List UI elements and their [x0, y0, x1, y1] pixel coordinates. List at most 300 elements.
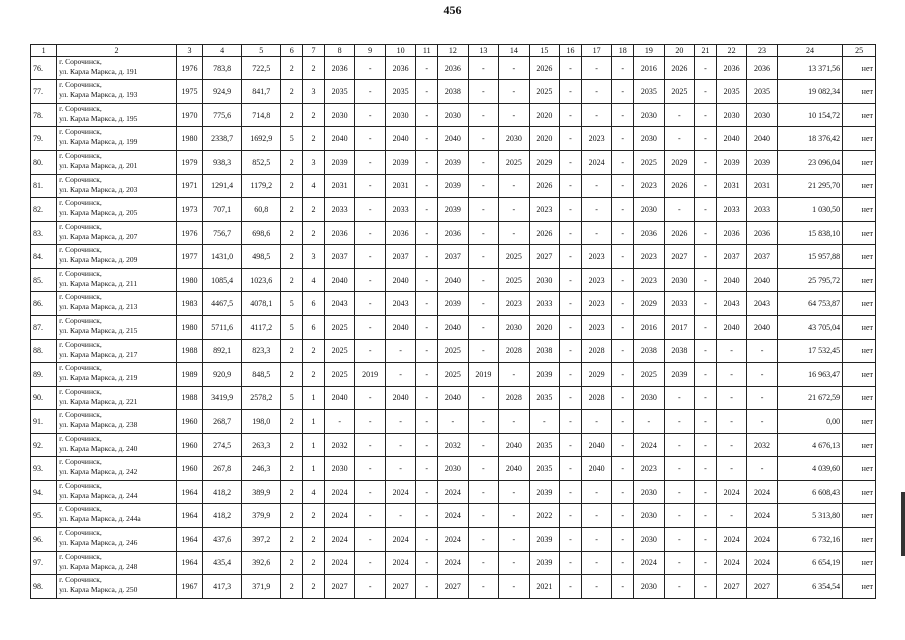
table-cell: -	[747, 386, 777, 410]
table-cell: 1964	[176, 528, 202, 552]
table-cell: -	[499, 80, 529, 104]
table-cell: 2023	[634, 268, 664, 292]
table-cell: 2037	[324, 245, 354, 269]
table-cell: -	[695, 174, 717, 198]
table-cell: 2338,7	[203, 127, 242, 151]
note-cell: нет	[843, 575, 876, 599]
table-cell: 2036	[716, 56, 746, 80]
address-city: г. Сорочинск,	[59, 292, 102, 302]
table-cell: 2030	[634, 198, 664, 222]
table-cell: 2025	[499, 268, 529, 292]
row-number: 88.	[31, 339, 57, 363]
table-cell: 2030	[499, 127, 529, 151]
table-cell: 2024	[581, 151, 611, 175]
table-row	[31, 174, 876, 198]
table-cell: -	[416, 433, 438, 457]
address-cell	[57, 457, 177, 481]
table-cell: -	[664, 528, 694, 552]
table-cell: -	[695, 410, 717, 434]
row-number: 78.	[31, 103, 57, 127]
table-cell: 2033	[716, 198, 746, 222]
table-cell: 2016	[634, 315, 664, 339]
table-cell: 2039	[529, 480, 559, 504]
address-cell	[57, 103, 177, 127]
table-cell: 2023	[634, 174, 664, 198]
table-cell: -	[695, 480, 717, 504]
table-cell: -	[355, 151, 385, 175]
table-cell: 2024	[716, 528, 746, 552]
table-cell: -	[416, 198, 438, 222]
address-street: ул. Карла Маркса, д. 244а	[59, 514, 141, 524]
table-cell: 2040	[438, 386, 468, 410]
table-cell: -	[581, 410, 611, 434]
table-cell: 1964	[176, 551, 202, 575]
table-cell: -	[612, 151, 634, 175]
address-cell	[57, 575, 177, 599]
address-city: г. Сорочинск,	[59, 245, 102, 255]
table-cell: 2031	[324, 174, 354, 198]
table-cell: 707,1	[203, 198, 242, 222]
table-cell: 2024	[438, 528, 468, 552]
table-cell: -	[612, 127, 634, 151]
cost-cell: 25 795,72	[777, 268, 842, 292]
cost-cell: 23 096,04	[777, 151, 842, 175]
table-cell: 2035	[385, 80, 415, 104]
column-header: 23	[747, 45, 777, 57]
table-cell: -	[355, 127, 385, 151]
table-row	[31, 386, 876, 410]
table-cell: -	[385, 457, 415, 481]
table-cell: -	[695, 386, 717, 410]
table-row	[31, 315, 876, 339]
table-cell: 389,9	[242, 480, 281, 504]
table-cell: 2025	[529, 80, 559, 104]
table-cell: -	[560, 103, 582, 127]
table-cell: -	[664, 480, 694, 504]
table-cell: 1964	[176, 504, 202, 528]
table-row	[31, 221, 876, 245]
table-cell: 2039	[324, 151, 354, 175]
table-cell: 1983	[176, 292, 202, 316]
table-cell: -	[499, 410, 529, 434]
row-number: 89.	[31, 363, 57, 387]
page-number: 456	[443, 3, 462, 17]
table-cell: 2024	[385, 551, 415, 575]
table-cell: -	[695, 56, 717, 80]
table-cell: -	[664, 127, 694, 151]
table-cell: -	[416, 245, 438, 269]
address-city: г. Сорочинск,	[59, 480, 102, 490]
table-cell: 3	[303, 245, 325, 269]
table-cell: 2023	[581, 245, 611, 269]
table-cell: -	[612, 339, 634, 363]
table-cell: -	[747, 457, 777, 481]
row-number: 82.	[31, 198, 57, 222]
cost-cell: 15 838,10	[777, 221, 842, 245]
table-cell: 371,9	[242, 575, 281, 599]
column-header: 8	[324, 45, 354, 57]
row-number: 85.	[31, 268, 57, 292]
table-cell: -	[468, 151, 498, 175]
table-cell: -	[560, 315, 582, 339]
table-cell: -	[468, 127, 498, 151]
table-body	[31, 45, 876, 599]
table-cell: -	[416, 174, 438, 198]
cost-cell: 64 753,87	[777, 292, 842, 316]
table-cell: 2028	[499, 339, 529, 363]
cost-cell: 4 039,60	[777, 457, 842, 481]
table-cell: -	[581, 551, 611, 575]
table-cell: -	[581, 80, 611, 104]
table-cell: 2020	[529, 315, 559, 339]
table-cell: 2039	[529, 551, 559, 575]
table-cell: 2023	[581, 127, 611, 151]
table-cell: 4	[303, 480, 325, 504]
table-cell: 2040	[385, 315, 415, 339]
table-cell: -	[747, 363, 777, 387]
note-cell: нет	[843, 56, 876, 80]
table-cell: 3	[303, 80, 325, 104]
table-cell: 2025	[634, 363, 664, 387]
table-cell: 2027	[438, 575, 468, 599]
column-header: 10	[385, 45, 415, 57]
table-cell: -	[664, 198, 694, 222]
address-street: ул. Карла Маркса, д. 250	[59, 585, 138, 595]
table-cell: 2032	[747, 433, 777, 457]
column-header: 18	[612, 45, 634, 57]
table-cell: -	[416, 551, 438, 575]
table-cell: -	[385, 433, 415, 457]
table-cell: 2028	[499, 386, 529, 410]
table-cell: -	[468, 174, 498, 198]
table-cell: 2027	[385, 575, 415, 599]
table-cell: 2	[281, 363, 303, 387]
table-cell: 2026	[664, 221, 694, 245]
table-cell: 2040	[385, 127, 415, 151]
table-cell: -	[355, 198, 385, 222]
table-cell: 2040	[385, 268, 415, 292]
table-cell: 2	[303, 363, 325, 387]
table-cell: 2030	[634, 386, 664, 410]
table-cell: 1980	[176, 127, 202, 151]
table-cell: -	[355, 410, 385, 434]
table-cell: 60,8	[242, 198, 281, 222]
table-cell: 2032	[438, 433, 468, 457]
table-cell: 2040	[747, 268, 777, 292]
table-cell: -	[695, 315, 717, 339]
table-cell: -	[416, 151, 438, 175]
table-cell: 2026	[529, 56, 559, 80]
table-cell: -	[560, 528, 582, 552]
table-cell: 2030	[634, 103, 664, 127]
column-header: 7	[303, 45, 325, 57]
table-cell: -	[468, 80, 498, 104]
table-cell: 267,8	[203, 457, 242, 481]
table-cell: -	[468, 410, 498, 434]
table-cell: -	[695, 363, 717, 387]
table-cell: -	[355, 480, 385, 504]
table-cell: 2	[281, 174, 303, 198]
table-cell: 2027	[324, 575, 354, 599]
address-cell	[57, 315, 177, 339]
table-cell: -	[355, 315, 385, 339]
table-cell: 2024	[324, 480, 354, 504]
address-street: ул. Карла Маркса, д. 213	[59, 302, 138, 312]
note-cell: нет	[843, 315, 876, 339]
address-city: г. Сорочинск,	[59, 363, 102, 373]
address-cell	[57, 292, 177, 316]
table-cell: 5	[281, 292, 303, 316]
table-cell: -	[468, 386, 498, 410]
table-cell: -	[695, 80, 717, 104]
table-cell: -	[499, 551, 529, 575]
table-cell: -	[468, 551, 498, 575]
table-cell: 2020	[529, 127, 559, 151]
table-cell: -	[612, 174, 634, 198]
table-cell: 2040	[324, 386, 354, 410]
column-header: 24	[777, 45, 842, 57]
table-cell: 2025	[438, 339, 468, 363]
address-city: г. Сорочинск,	[59, 339, 102, 349]
table-cell: -	[468, 433, 498, 457]
table-cell: 4467,5	[203, 292, 242, 316]
table-cell: 852,5	[242, 151, 281, 175]
table-cell: -	[416, 103, 438, 127]
table-cell: -	[468, 575, 498, 599]
table-cell: 198,0	[242, 410, 281, 434]
table-cell: -	[612, 315, 634, 339]
cost-cell: 6 732,16	[777, 528, 842, 552]
table-cell: 2030	[716, 103, 746, 127]
table-cell: 2040	[747, 127, 777, 151]
table-cell: 2	[281, 56, 303, 80]
table-cell: -	[416, 56, 438, 80]
table-cell: -	[355, 292, 385, 316]
table-cell: -	[355, 504, 385, 528]
table-cell: -	[560, 433, 582, 457]
address-city: г. Сорочинск,	[59, 198, 102, 208]
table-cell: -	[355, 56, 385, 80]
table-cell: -	[468, 268, 498, 292]
note-cell: нет	[843, 80, 876, 104]
address-city: г. Сорочинск,	[59, 80, 102, 90]
table-cell: 2	[281, 433, 303, 457]
table-cell: 2026	[529, 221, 559, 245]
table-cell: 2039	[664, 363, 694, 387]
table-cell: -	[695, 268, 717, 292]
table-cell: -	[716, 363, 746, 387]
table-cell: 2020	[529, 103, 559, 127]
address-city: г. Сорочинск,	[59, 575, 102, 585]
row-number: 96.	[31, 528, 57, 552]
table-cell: -	[499, 174, 529, 198]
column-header: 12	[438, 45, 468, 57]
table-cell: 2	[303, 221, 325, 245]
table-cell: -	[612, 221, 634, 245]
table-cell: 2025	[324, 363, 354, 387]
table-cell: -	[695, 528, 717, 552]
address-street: ул. Карла Маркса, д. 195	[59, 113, 138, 123]
table-cell: -	[612, 504, 634, 528]
table-cell: 2	[303, 127, 325, 151]
table-cell: -	[747, 410, 777, 434]
table-cell: 2038	[438, 80, 468, 104]
table-cell: -	[612, 198, 634, 222]
table-cell: 924,9	[203, 80, 242, 104]
table-cell: -	[560, 245, 582, 269]
table-cell: 2036	[438, 221, 468, 245]
housing-registry-table	[30, 44, 876, 599]
table-cell: 920,9	[203, 363, 242, 387]
table-cell: 4117,2	[242, 315, 281, 339]
table-cell: -	[499, 363, 529, 387]
table-cell: 2024	[747, 504, 777, 528]
table-cell: 2025	[634, 151, 664, 175]
table-cell: 2030	[438, 457, 468, 481]
table-cell: -	[612, 245, 634, 269]
table-cell: 2039	[716, 151, 746, 175]
scan-edge-mark	[901, 492, 905, 556]
table-cell: -	[560, 480, 582, 504]
table-cell: 1	[303, 457, 325, 481]
table-cell: 435,4	[203, 551, 242, 575]
table-cell: 4078,1	[242, 292, 281, 316]
table-cell: -	[468, 457, 498, 481]
address-cell	[57, 174, 177, 198]
table-cell: -	[560, 575, 582, 599]
cost-cell: 21 295,70	[777, 174, 842, 198]
table-cell: -	[560, 292, 582, 316]
table-cell: 2030	[747, 103, 777, 127]
table-cell: 2035	[529, 386, 559, 410]
row-number: 84.	[31, 245, 57, 269]
table-cell: -	[560, 80, 582, 104]
table-cell: 2030	[634, 575, 664, 599]
table-cell: 437,6	[203, 528, 242, 552]
table-cell: -	[695, 292, 717, 316]
table-row	[31, 339, 876, 363]
row-number: 98.	[31, 575, 57, 599]
table-cell: 1967	[176, 575, 202, 599]
table-cell: -	[581, 480, 611, 504]
table-cell: -	[664, 551, 694, 575]
table-cell: 2	[281, 339, 303, 363]
table-cell: 2030	[385, 103, 415, 127]
table-cell: 2040	[438, 127, 468, 151]
table-cell: 2035	[529, 457, 559, 481]
table-cell: -	[612, 103, 634, 127]
table-cell: 2037	[747, 245, 777, 269]
table-cell: 2040	[438, 268, 468, 292]
table-row	[31, 80, 876, 104]
address-cell	[57, 504, 177, 528]
table-cell: 2	[281, 103, 303, 127]
table-cell: 2	[281, 221, 303, 245]
row-number: 93.	[31, 457, 57, 481]
table-cell: -	[324, 410, 354, 434]
table-cell: -	[355, 339, 385, 363]
table-cell: -	[695, 551, 717, 575]
table-cell: -	[581, 575, 611, 599]
table-cell: -	[416, 504, 438, 528]
row-number: 87.	[31, 315, 57, 339]
table-cell: -	[529, 410, 559, 434]
address-cell	[57, 551, 177, 575]
table-cell: -	[581, 528, 611, 552]
table-cell: 2038	[529, 339, 559, 363]
table-cell: 1977	[176, 245, 202, 269]
table-cell: 2029	[581, 363, 611, 387]
table-cell: 722,5	[242, 56, 281, 80]
row-number: 80.	[31, 151, 57, 175]
table-cell: 1964	[176, 480, 202, 504]
table-cell: 2031	[716, 174, 746, 198]
table-cell: 848,5	[242, 363, 281, 387]
table-cell: 2025	[499, 245, 529, 269]
table-cell: 2035	[716, 80, 746, 104]
table-cell: 775,6	[203, 103, 242, 127]
table-cell: 2036	[324, 56, 354, 80]
table-cell: 1692,9	[242, 127, 281, 151]
table-cell: 1	[303, 410, 325, 434]
table-cell: 2030	[324, 103, 354, 127]
table-cell: -	[695, 504, 717, 528]
table-cell: 783,8	[203, 56, 242, 80]
cost-cell: 18 376,42	[777, 127, 842, 151]
column-header: 3	[176, 45, 202, 57]
table-cell: 2027	[747, 575, 777, 599]
note-cell: нет	[843, 551, 876, 575]
table-cell: 2032	[324, 433, 354, 457]
table-cell: 2024	[385, 528, 415, 552]
table-cell: -	[560, 363, 582, 387]
table-cell: 6	[303, 292, 325, 316]
table-cell: -	[385, 504, 415, 528]
table-cell: 2030	[438, 103, 468, 127]
table-cell: 2043	[716, 292, 746, 316]
cost-cell: 6 608,43	[777, 480, 842, 504]
address-street: ул. Карла Маркса, д. 240	[59, 443, 138, 453]
table-cell: 5	[281, 127, 303, 151]
table-cell: 2040	[324, 127, 354, 151]
address-cell	[57, 386, 177, 410]
cost-cell: 1 030,50	[777, 198, 842, 222]
table-cell: 1023,6	[242, 268, 281, 292]
table-cell: -	[695, 103, 717, 127]
table-cell: 418,2	[203, 480, 242, 504]
table-cell: 2	[281, 268, 303, 292]
table-cell: -	[416, 292, 438, 316]
address-cell	[57, 221, 177, 245]
address-city: г. Сорочинск,	[59, 174, 102, 184]
table-cell: -	[416, 315, 438, 339]
cost-cell: 21 672,59	[777, 386, 842, 410]
table-cell: 2	[281, 151, 303, 175]
table-cell: 2	[303, 504, 325, 528]
table-cell: 2	[303, 551, 325, 575]
table-cell: 2	[303, 339, 325, 363]
table-cell: -	[468, 198, 498, 222]
table-cell: 1970	[176, 103, 202, 127]
cost-cell: 6 654,19	[777, 551, 842, 575]
address-cell	[57, 80, 177, 104]
table-cell: 2033	[385, 198, 415, 222]
table-cell: -	[695, 245, 717, 269]
address-city: г. Сорочинск,	[59, 551, 102, 561]
table-cell: -	[468, 504, 498, 528]
note-cell: нет	[843, 268, 876, 292]
address-street: ул. Карла Маркса, д. 244	[59, 490, 138, 500]
